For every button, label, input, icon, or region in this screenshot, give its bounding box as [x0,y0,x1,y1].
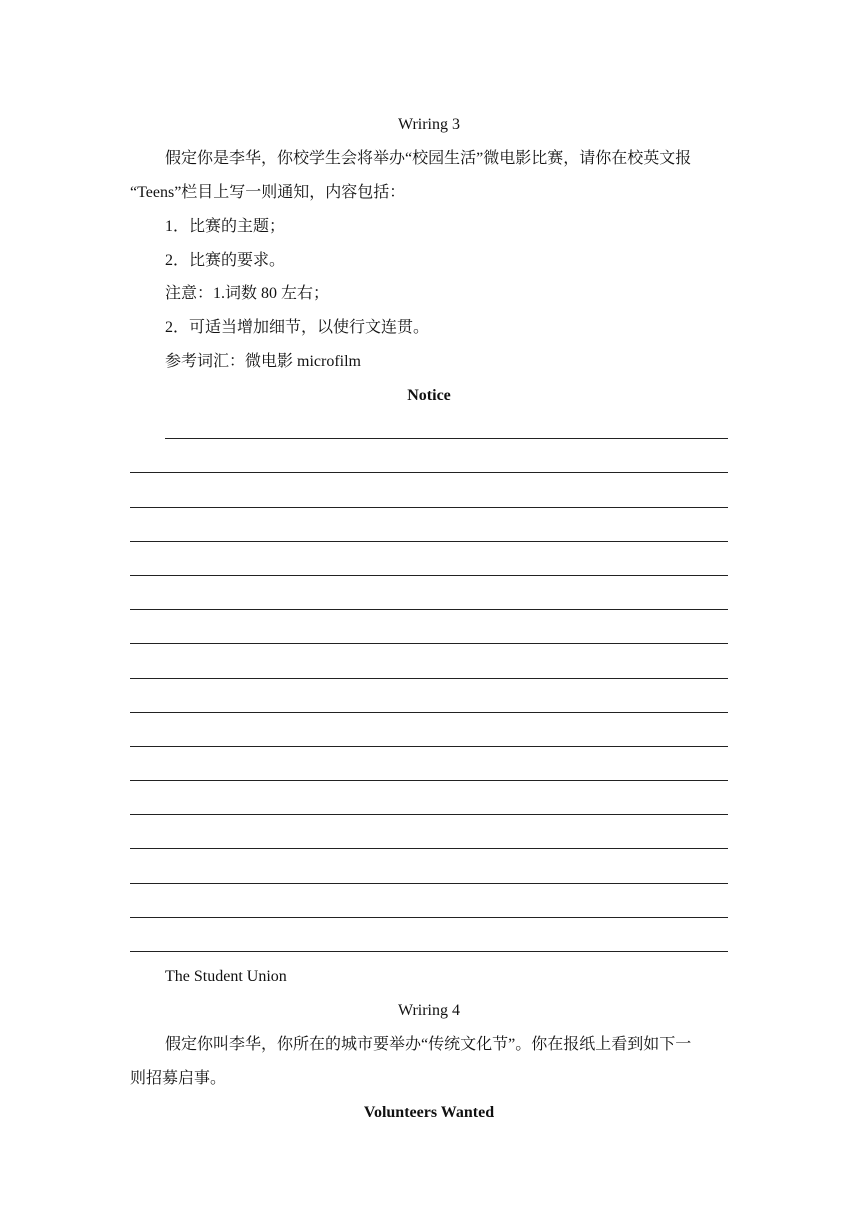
writing4-prompt-line2: 则招募启事。 [130,1069,227,1087]
answer-lines [130,413,728,960]
answer-line[interactable] [130,789,728,823]
answer-line[interactable] [130,516,728,550]
writing4-prompt-line1: 假定你叫李华，你所在的城市要举办“传统文化节”。你在报纸上看到如下一 [165,1035,692,1053]
writing3-item-2: 2．比赛的要求。 [165,251,286,269]
notice-heading: Notice [407,387,451,405]
answer-line[interactable] [130,823,728,857]
writing3-vocab: 参考词汇：微电影 microfilm [165,353,361,371]
answer-line[interactable] [130,755,728,789]
answer-line[interactable] [130,857,728,891]
answer-line[interactable] [130,721,728,755]
writing3-title: Wriring 3 [397,116,460,133]
volunteers-heading: Volunteers Wanted [363,1103,495,1121]
writing3-prompt-line1: 假定你是李华，你校学生会将举办“校园生活”微电影比赛，请你在校英文报 [165,149,692,167]
writing4-title: Wriring 4 [397,1001,460,1019]
answer-line[interactable] [130,550,728,584]
answer-line[interactable] [130,926,728,960]
answer-line[interactable] [130,618,728,652]
writing3-prompt-line2: “Teens”栏目上写一则通知，内容包括： [130,183,406,201]
answer-line[interactable] [130,413,728,447]
answer-line[interactable] [130,892,728,926]
writing3-note-line2: 2．可适当增加细节，以使行文连贯。 [165,319,430,337]
notice-signature: The Student Union [165,968,287,986]
answer-line[interactable] [130,447,728,481]
writing3-note-line1: 注意：1.词数 80 左右； [165,285,330,303]
document-page [130,108,728,1129]
answer-line[interactable] [130,652,728,686]
answer-line[interactable] [130,584,728,618]
answer-line[interactable] [130,481,728,515]
writing3-item-1: 1．比赛的主题； [165,217,286,235]
answer-line[interactable] [130,687,728,721]
